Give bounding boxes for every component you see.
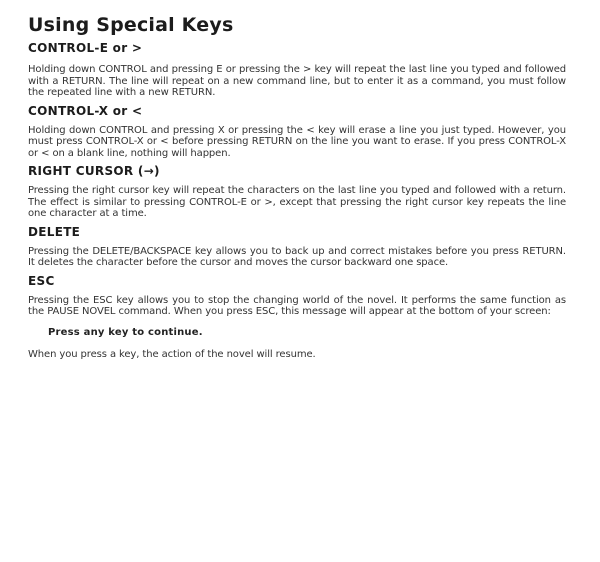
section-heading-delete: DELETE: [28, 224, 81, 239]
section-heading-control-e: CONTROL-E or >: [28, 41, 143, 55]
section-heading-esc: ESC: [28, 273, 55, 288]
section-heading-control-x: CONTROL-X or <: [28, 103, 143, 118]
manual-page: [28, 12, 566, 360]
section-text-right-cursor: Pressing the right cursor key will repeat the characters on the last line you typed and followed with a return. The effect is similar to pressing CONTROL-E or >, except that pressing the right cursor key repeats the line one character at a time.: [28, 185, 566, 219]
section-text-delete: Pressing the DELETE/BACKSPACE key allows you to back up and correct mistakes before you press RETURN. It deletes the character before the cursor and moves the cursor backward one space.: [28, 245, 566, 268]
continue-prompt: Press any key to continue.: [48, 326, 203, 338]
section-text-esc: Pressing the ESC key allows you to stop the changing world of the novel. It performs the same function as the PAUSE NOVEL command. When you press ESC, this message will appear at the bottom of your screen:: [28, 294, 566, 317]
section-heading-right-cursor: RIGHT CURSOR (→): [28, 164, 160, 178]
closing-text: When you press a key, the action of the novel will resume.: [28, 348, 316, 360]
section-text-control-e: Holding down CONTROL and pressing E or pressing the > key will repeat the last line you typed and followed with a RETURN. The line will repeat on a new command line, but to enter it as a command, you must follow the repeated line with a new RETURN.: [28, 64, 566, 98]
section-text-control-x: Holding down CONTROL and pressing X or pressing the < key will erase a line you just typed. However, you must press CONTROL-X or < before pressing RETURN on the line you want to erase. If you press CONTROL-X or < on a blank line, nothing will happen.: [28, 124, 566, 159]
page-title: Using Special Keys: [28, 14, 234, 36]
